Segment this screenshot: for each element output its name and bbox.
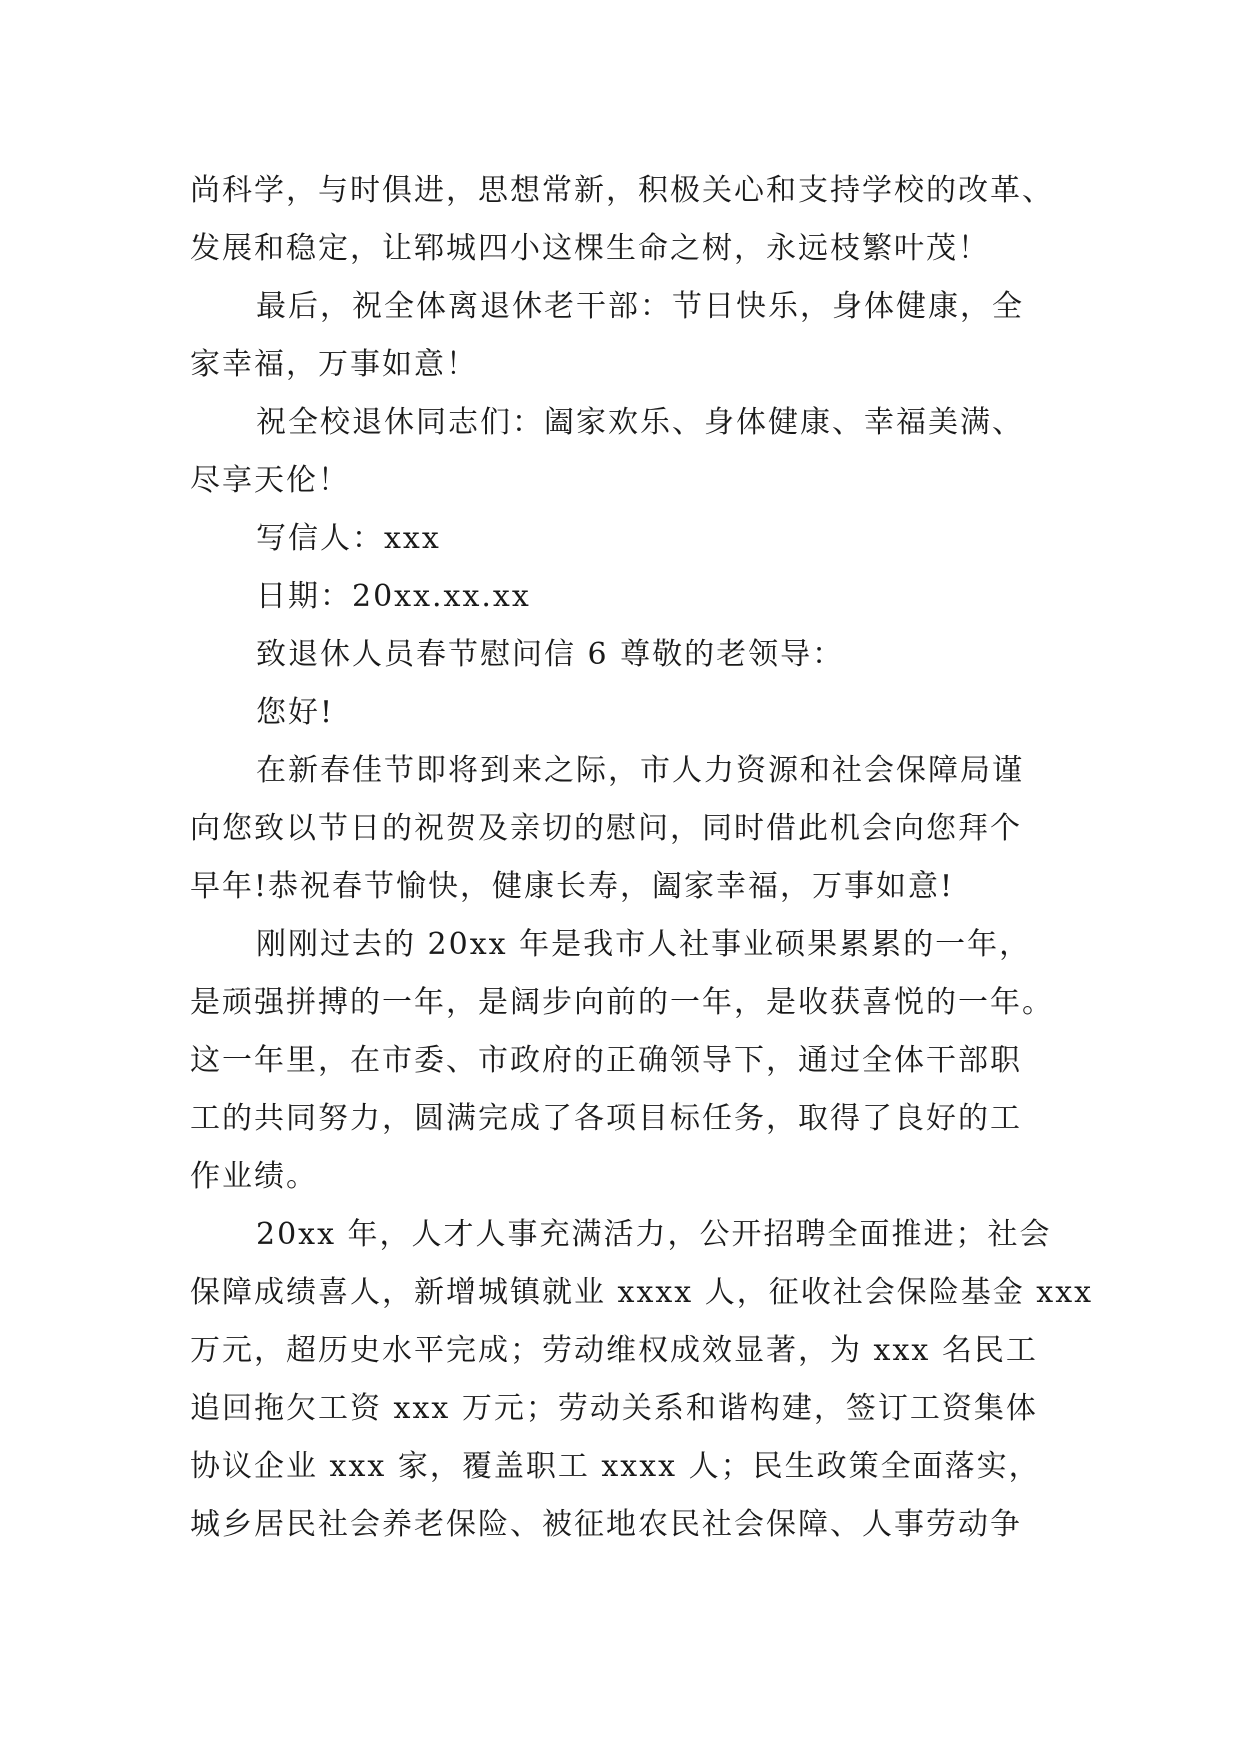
text-line: 作业绩。 — [190, 1159, 318, 1194]
text-line: 刚刚过去的 20xx 年是我市人社事业硕果累累的一年， — [256, 927, 1032, 962]
document-body — [190, 162, 1094, 1554]
text-line: 协议企业 xxx 家，覆盖职工 xxxx 人；民生政策全面落实， — [190, 1449, 1041, 1484]
text-line: 发展和稳定，让郓城四小这棵生命之树，永远枝繁叶茂！ — [190, 231, 990, 266]
text-line: 早年!恭祝春节愉快，健康长寿，阖家幸福，万事如意! — [190, 869, 955, 904]
text-line: 您好! — [256, 695, 335, 730]
text-line: 日期：20xx.xx.xx — [256, 579, 531, 614]
text-line: 向您致以节日的祝贺及亲切的慰问，同时借此机会向您拜个 — [190, 811, 1022, 846]
text-line: 祝全校退休同志们：阖家欢乐、身体健康、幸福美满、 — [256, 405, 1024, 440]
text-line: 是顽强拼搏的一年，是阔步向前的一年，是收获喜悦的一年。 — [190, 985, 1054, 1020]
text-line: 最后，祝全体离退休老干部：节日快乐，身体健康，全 — [256, 289, 1024, 324]
text-line: 工的共同努力，圆满完成了各项目标任务，取得了良好的工 — [190, 1101, 1022, 1136]
text-line: 家幸福，万事如意！ — [190, 347, 478, 382]
text-line: 致退休人员春节慰问信 6 尊敬的老领导： — [256, 637, 845, 672]
text-line: 这一年里，在市委、市政府的正确领导下，通过全体干部职 — [190, 1043, 1022, 1078]
text-line: 尽享天伦！ — [190, 463, 350, 498]
text-line: 尚科学，与时俱进，思想常新，积极关心和支持学校的改革、 — [190, 173, 1054, 208]
text-line: 在新春佳节即将到来之际，市人力资源和社会保障局谨 — [256, 753, 1024, 788]
text-line: 20xx 年，人才人事充满活力，公开招聘全面推进；社会 — [256, 1217, 1052, 1252]
text-line: 万元，超历史水平完成；劳动维权成效显著，为 xxx 名民工 — [190, 1333, 1038, 1368]
text-line: 写信人：xxx — [256, 521, 441, 556]
text-line: 城乡居民社会养老保险、被征地农民社会保障、人事劳动争 — [190, 1507, 1022, 1542]
text-line: 保障成绩喜人，新增城镇就业 xxxx 人，征收社会保险基金 xxx — [190, 1275, 1094, 1310]
text-line: 追回拖欠工资 xxx 万元；劳动关系和谐构建，签订工资集体 — [190, 1391, 1038, 1426]
